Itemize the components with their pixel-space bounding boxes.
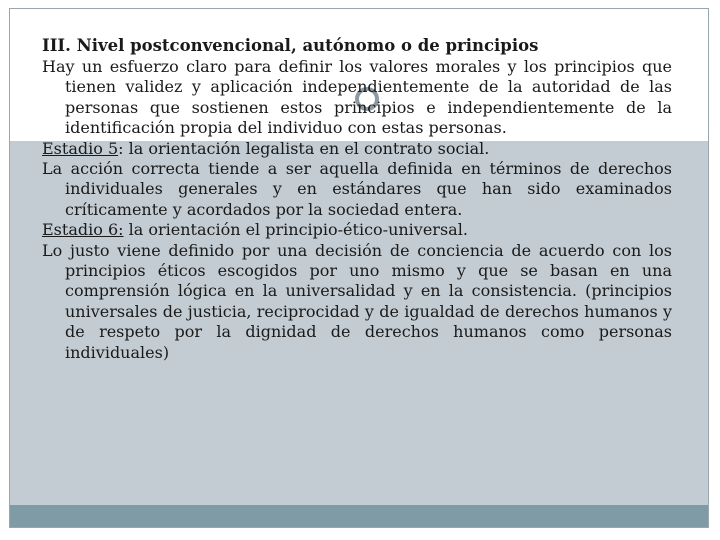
stage-6-heading [42, 220, 672, 240]
stage-5-heading [42, 139, 672, 159]
slide-heading: III. Nivel postconvencional, autónomo o de principios [42, 36, 539, 55]
intro-paragraph: Hay un esfuerzo claro para definir los valores morales y los principios que tienen validez y aplicación independientemente de la autoridad de las personas que sostienen estos principios e independientemente de la identificación propia del individuo con estas personas. [42, 57, 672, 138]
stage-6-title: la orientación el principio-ético-universal. [123, 220, 468, 240]
slide-content [42, 35, 672, 363]
stage-6-label: Estadio 6: [42, 220, 124, 240]
stage-5-label: Estadio 5 [42, 138, 119, 158]
footer-bar [10, 505, 708, 527]
stage-5-title: : la orientación legalista en el contrato social. [118, 138, 490, 158]
stage-6-description: Lo justo viene definido por una decisión de conciencia de acuerdo con los principios éticos escogidos por uno mismo y que se basan en una comprensión lógica en la universalidad y en la consistencia. (principios universales de justicia, reciprocidad y de igualdad de derechos humanos y de respeto por la dignidad de derechos humanos como personas individuales) [42, 240, 672, 362]
stage-5-description: La acción correcta tiende a ser aquella definida en términos de derechos individuales generales y en estándares que han sido examinados críticamente y acordados por la sociedad entera. [42, 159, 672, 219]
